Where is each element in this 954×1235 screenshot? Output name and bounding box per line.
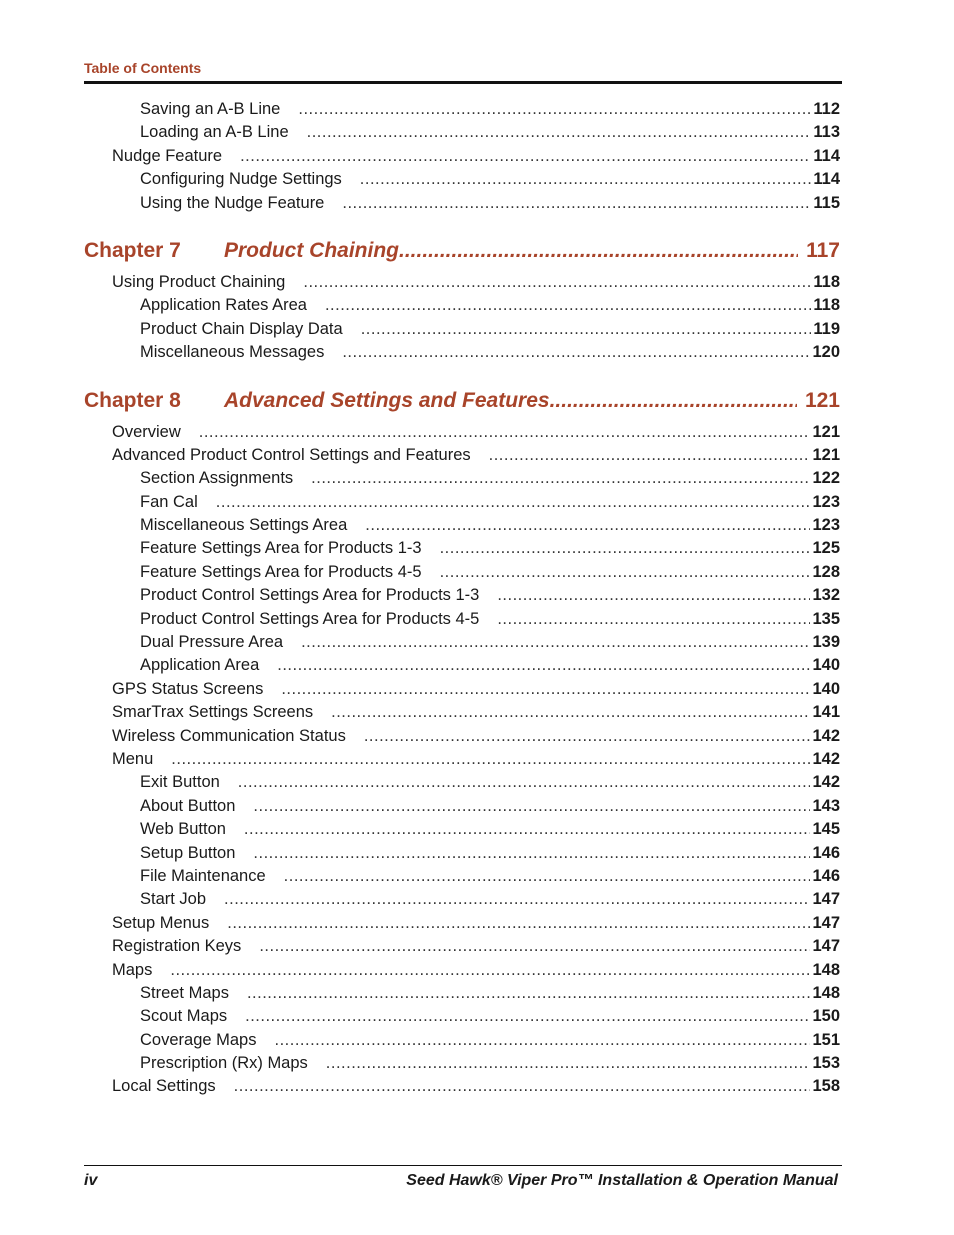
dot-leader (274, 1029, 810, 1052)
toc-entry-label: Product Chain Display Data (140, 319, 343, 338)
dot-leader (399, 235, 798, 267)
toc-entry-label: Exit Button (140, 773, 220, 792)
dot-leader (281, 678, 810, 701)
dot-leader (301, 631, 810, 654)
chapter-title: Product Chaining (224, 238, 399, 262)
toc-entry-page: 114 (813, 146, 840, 165)
dot-leader (224, 888, 810, 911)
toc-entry-label: GPS Status Screens (112, 679, 264, 698)
toc-entry-label: Loading an A-B Line (140, 123, 289, 142)
toc-entry[interactable] (84, 912, 840, 935)
chapter-page: 117 (806, 238, 840, 262)
toc-entry-page: 142 (812, 773, 840, 792)
toc-entry[interactable] (84, 678, 840, 701)
dot-leader (253, 842, 810, 865)
dot-leader (298, 98, 811, 121)
toc-entry[interactable] (84, 1075, 840, 1098)
toc-group-a (84, 98, 840, 215)
toc-entry-label: About Button (140, 796, 236, 815)
toc-entry[interactable] (84, 192, 840, 215)
toc-entry-label: Dual Pressure Area (140, 633, 284, 652)
header-label: Table of Contents (84, 60, 202, 76)
toc-entry-page: 150 (812, 1007, 840, 1026)
toc-entry-label: Saving an A-B Line (140, 100, 281, 118)
toc-entry-page: 125 (812, 539, 840, 558)
dot-leader (364, 725, 811, 748)
footer-rule (84, 1165, 842, 1166)
toc-entry-label: Using the Nudge Feature (140, 193, 325, 212)
toc-entry[interactable] (84, 748, 840, 771)
toc-entry-label: Registration Keys (112, 937, 242, 956)
toc-entry-page: 114 (813, 170, 840, 189)
toc-entry-page: 142 (812, 726, 840, 745)
toc-entry[interactable] (84, 98, 840, 121)
toc-entry-page: 141 (812, 703, 840, 722)
dot-leader (497, 608, 810, 631)
toc-entry-page: 147 (812, 937, 840, 956)
dot-leader (227, 912, 810, 935)
dot-leader (245, 1005, 810, 1028)
toc-entry[interactable] (84, 1005, 840, 1028)
toc-entry-label: Setup Menus (112, 913, 210, 932)
toc-entry[interactable] (84, 842, 840, 865)
toc-entry[interactable] (84, 444, 840, 467)
toc-entry[interactable] (84, 935, 840, 958)
toc-entry[interactable] (84, 584, 840, 607)
toc-entry[interactable] (84, 631, 840, 654)
header-rule (84, 81, 842, 84)
dot-leader (361, 318, 812, 341)
toc-entry[interactable] (84, 818, 840, 841)
toc-entry[interactable] (84, 561, 840, 584)
toc-entry[interactable] (84, 514, 840, 537)
toc-entry-page: 123 (812, 516, 840, 535)
toc-entry-page: 118 (813, 272, 840, 291)
toc-group-b (84, 271, 840, 365)
toc-entry[interactable] (84, 771, 840, 794)
toc-entry-page: 140 (812, 679, 840, 698)
dot-leader (303, 271, 811, 294)
toc-entry[interactable] (84, 537, 840, 560)
toc-entry-label: Wireless Communication Status (112, 726, 346, 745)
dot-leader (440, 537, 811, 560)
toc-entry[interactable] (84, 982, 840, 1005)
toc-entry[interactable] (84, 491, 840, 514)
toc-entry-page: 112 (813, 100, 840, 118)
toc-entry-label: Configuring Nudge Settings (140, 170, 342, 189)
toc-entry-label: Scout Maps (140, 1007, 228, 1026)
dot-leader (360, 168, 812, 191)
toc-entry-page: 128 (812, 562, 840, 581)
toc-entry-label: Nudge Feature (112, 146, 223, 165)
toc-entry-label: Web Button (140, 820, 226, 839)
toc-entry-page: 139 (812, 633, 840, 652)
dot-leader (277, 654, 810, 677)
toc-entry-page: 113 (813, 123, 840, 142)
dot-leader (325, 294, 811, 317)
toc-entry-label: Start Job (140, 890, 207, 909)
toc-entry-label: Coverage Maps (140, 1030, 257, 1049)
dot-leader (259, 935, 810, 958)
dot-leader (284, 865, 811, 888)
toc-entry[interactable] (84, 1029, 840, 1052)
toc-entry-label: Miscellaneous Settings Area (140, 516, 348, 535)
dot-leader (489, 444, 811, 467)
toc-entry[interactable] (84, 318, 840, 341)
dot-leader (550, 385, 797, 417)
toc-entry[interactable] (84, 795, 840, 818)
toc-entry-page: 148 (812, 983, 840, 1002)
toc-entry-page: 143 (812, 796, 840, 815)
toc-entry[interactable] (84, 959, 840, 982)
toc-entry-label: Application Rates Area (140, 296, 307, 315)
toc-entry-label: Advanced Product Control Settings and Features (112, 445, 471, 464)
toc-entry-label: Product Control Settings Area for Products 4-5 (140, 609, 480, 628)
dot-leader (365, 514, 810, 537)
toc-entry-page: 132 (812, 586, 840, 605)
toc-entry-page: 121 (812, 445, 840, 464)
toc-entry-label: File Maintenance (140, 866, 266, 885)
dot-leader (234, 1075, 811, 1098)
toc-entry-label: Overview (112, 422, 181, 441)
dot-leader (216, 491, 811, 514)
dot-leader (307, 121, 812, 144)
chapter-title: Advanced Settings and Features (224, 388, 550, 412)
toc-entry-page: 140 (812, 656, 840, 675)
toc-entry-page: 118 (813, 296, 840, 315)
toc-entry-page: 122 (812, 469, 840, 488)
dot-leader (331, 701, 810, 724)
toc-entry[interactable] (84, 168, 840, 191)
toc-entry-page: 147 (812, 913, 840, 932)
toc-entry[interactable] (84, 121, 840, 144)
dot-leader (342, 341, 810, 364)
dot-leader (240, 145, 811, 168)
toc-entry[interactable] (84, 145, 840, 168)
toc-entry-page: 153 (812, 1054, 840, 1073)
chapter-number: Chapter 8 (84, 388, 181, 412)
footer-manual-title: Seed Hawk® Viper Pro™ Installation & Operation Manual (406, 1172, 838, 1189)
toc-entry[interactable] (84, 341, 840, 364)
toc-entry-page: 145 (812, 820, 840, 839)
table-of-contents (84, 98, 840, 1099)
toc-entry-label: Feature Settings Area for Products 1-3 (140, 539, 422, 558)
chapter-7-heading[interactable] (84, 235, 840, 267)
toc-entry-page: 151 (812, 1030, 840, 1049)
dot-leader (238, 771, 811, 794)
dot-leader (326, 1052, 811, 1075)
chapter-number: Chapter 7 (84, 238, 181, 262)
dot-leader (253, 795, 810, 818)
dot-leader (171, 748, 810, 771)
toc-entry-label: Setup Button (140, 843, 236, 862)
toc-entry-page: 115 (813, 193, 840, 212)
toc-entry[interactable] (84, 421, 840, 444)
toc-entry-label: Product Control Settings Area for Products 1-3 (140, 586, 480, 605)
toc-entry[interactable] (84, 294, 840, 317)
toc-entry[interactable] (84, 654, 840, 677)
toc-entry[interactable] (84, 1052, 840, 1075)
toc-entry-page: 135 (812, 609, 840, 628)
dot-leader (311, 467, 810, 490)
toc-entry-label: Maps (112, 960, 153, 979)
toc-entry[interactable] (84, 888, 840, 911)
toc-entry-page: 148 (812, 960, 840, 979)
chapter-page: 121 (804, 388, 840, 412)
toc-entry-page: 147 (812, 890, 840, 909)
dot-leader (170, 959, 810, 982)
dot-leader (244, 818, 811, 841)
toc-entry-label: Local Settings (112, 1077, 216, 1096)
toc-entry-label: Miscellaneous Messages (140, 343, 325, 362)
toc-entry-page: 119 (813, 319, 840, 338)
toc-entry-label: Prescription (Rx) Maps (140, 1054, 308, 1073)
toc-entry-page: 146 (812, 843, 840, 862)
dot-leader (497, 584, 810, 607)
chapter-8-heading[interactable] (84, 385, 840, 417)
toc-entry[interactable] (84, 271, 840, 294)
dot-leader (247, 982, 811, 1005)
toc-entry-label: Application Area (140, 656, 260, 675)
dot-leader (342, 192, 811, 215)
toc-entry[interactable] (84, 865, 840, 888)
toc-entry-page: 146 (812, 866, 840, 885)
toc-entry-label: SmarTrax Settings Screens (112, 703, 314, 722)
toc-entry-label: Fan Cal (140, 492, 198, 511)
toc-entry[interactable] (84, 725, 840, 748)
toc-entry-label: Street Maps (140, 983, 229, 1002)
dot-leader (199, 421, 811, 444)
toc-entry[interactable] (84, 701, 840, 724)
toc-entry-label: Using Product Chaining (112, 272, 286, 291)
toc-entry-page: 123 (812, 492, 840, 511)
toc-entry-label: Section Assignments (140, 469, 294, 488)
toc-entry[interactable] (84, 467, 840, 490)
dot-leader (440, 561, 811, 584)
toc-entry-page: 121 (812, 422, 840, 441)
toc-entry-page: 158 (812, 1077, 840, 1096)
toc-entry-page: 142 (812, 749, 840, 768)
toc-entry-label: Menu (112, 749, 154, 768)
footer-page-number: iv (84, 1172, 98, 1189)
toc-group-c (84, 421, 840, 1099)
toc-entry-page: 120 (812, 343, 840, 362)
toc-entry-label: Feature Settings Area for Products 4-5 (140, 562, 422, 581)
toc-entry[interactable] (84, 608, 840, 631)
